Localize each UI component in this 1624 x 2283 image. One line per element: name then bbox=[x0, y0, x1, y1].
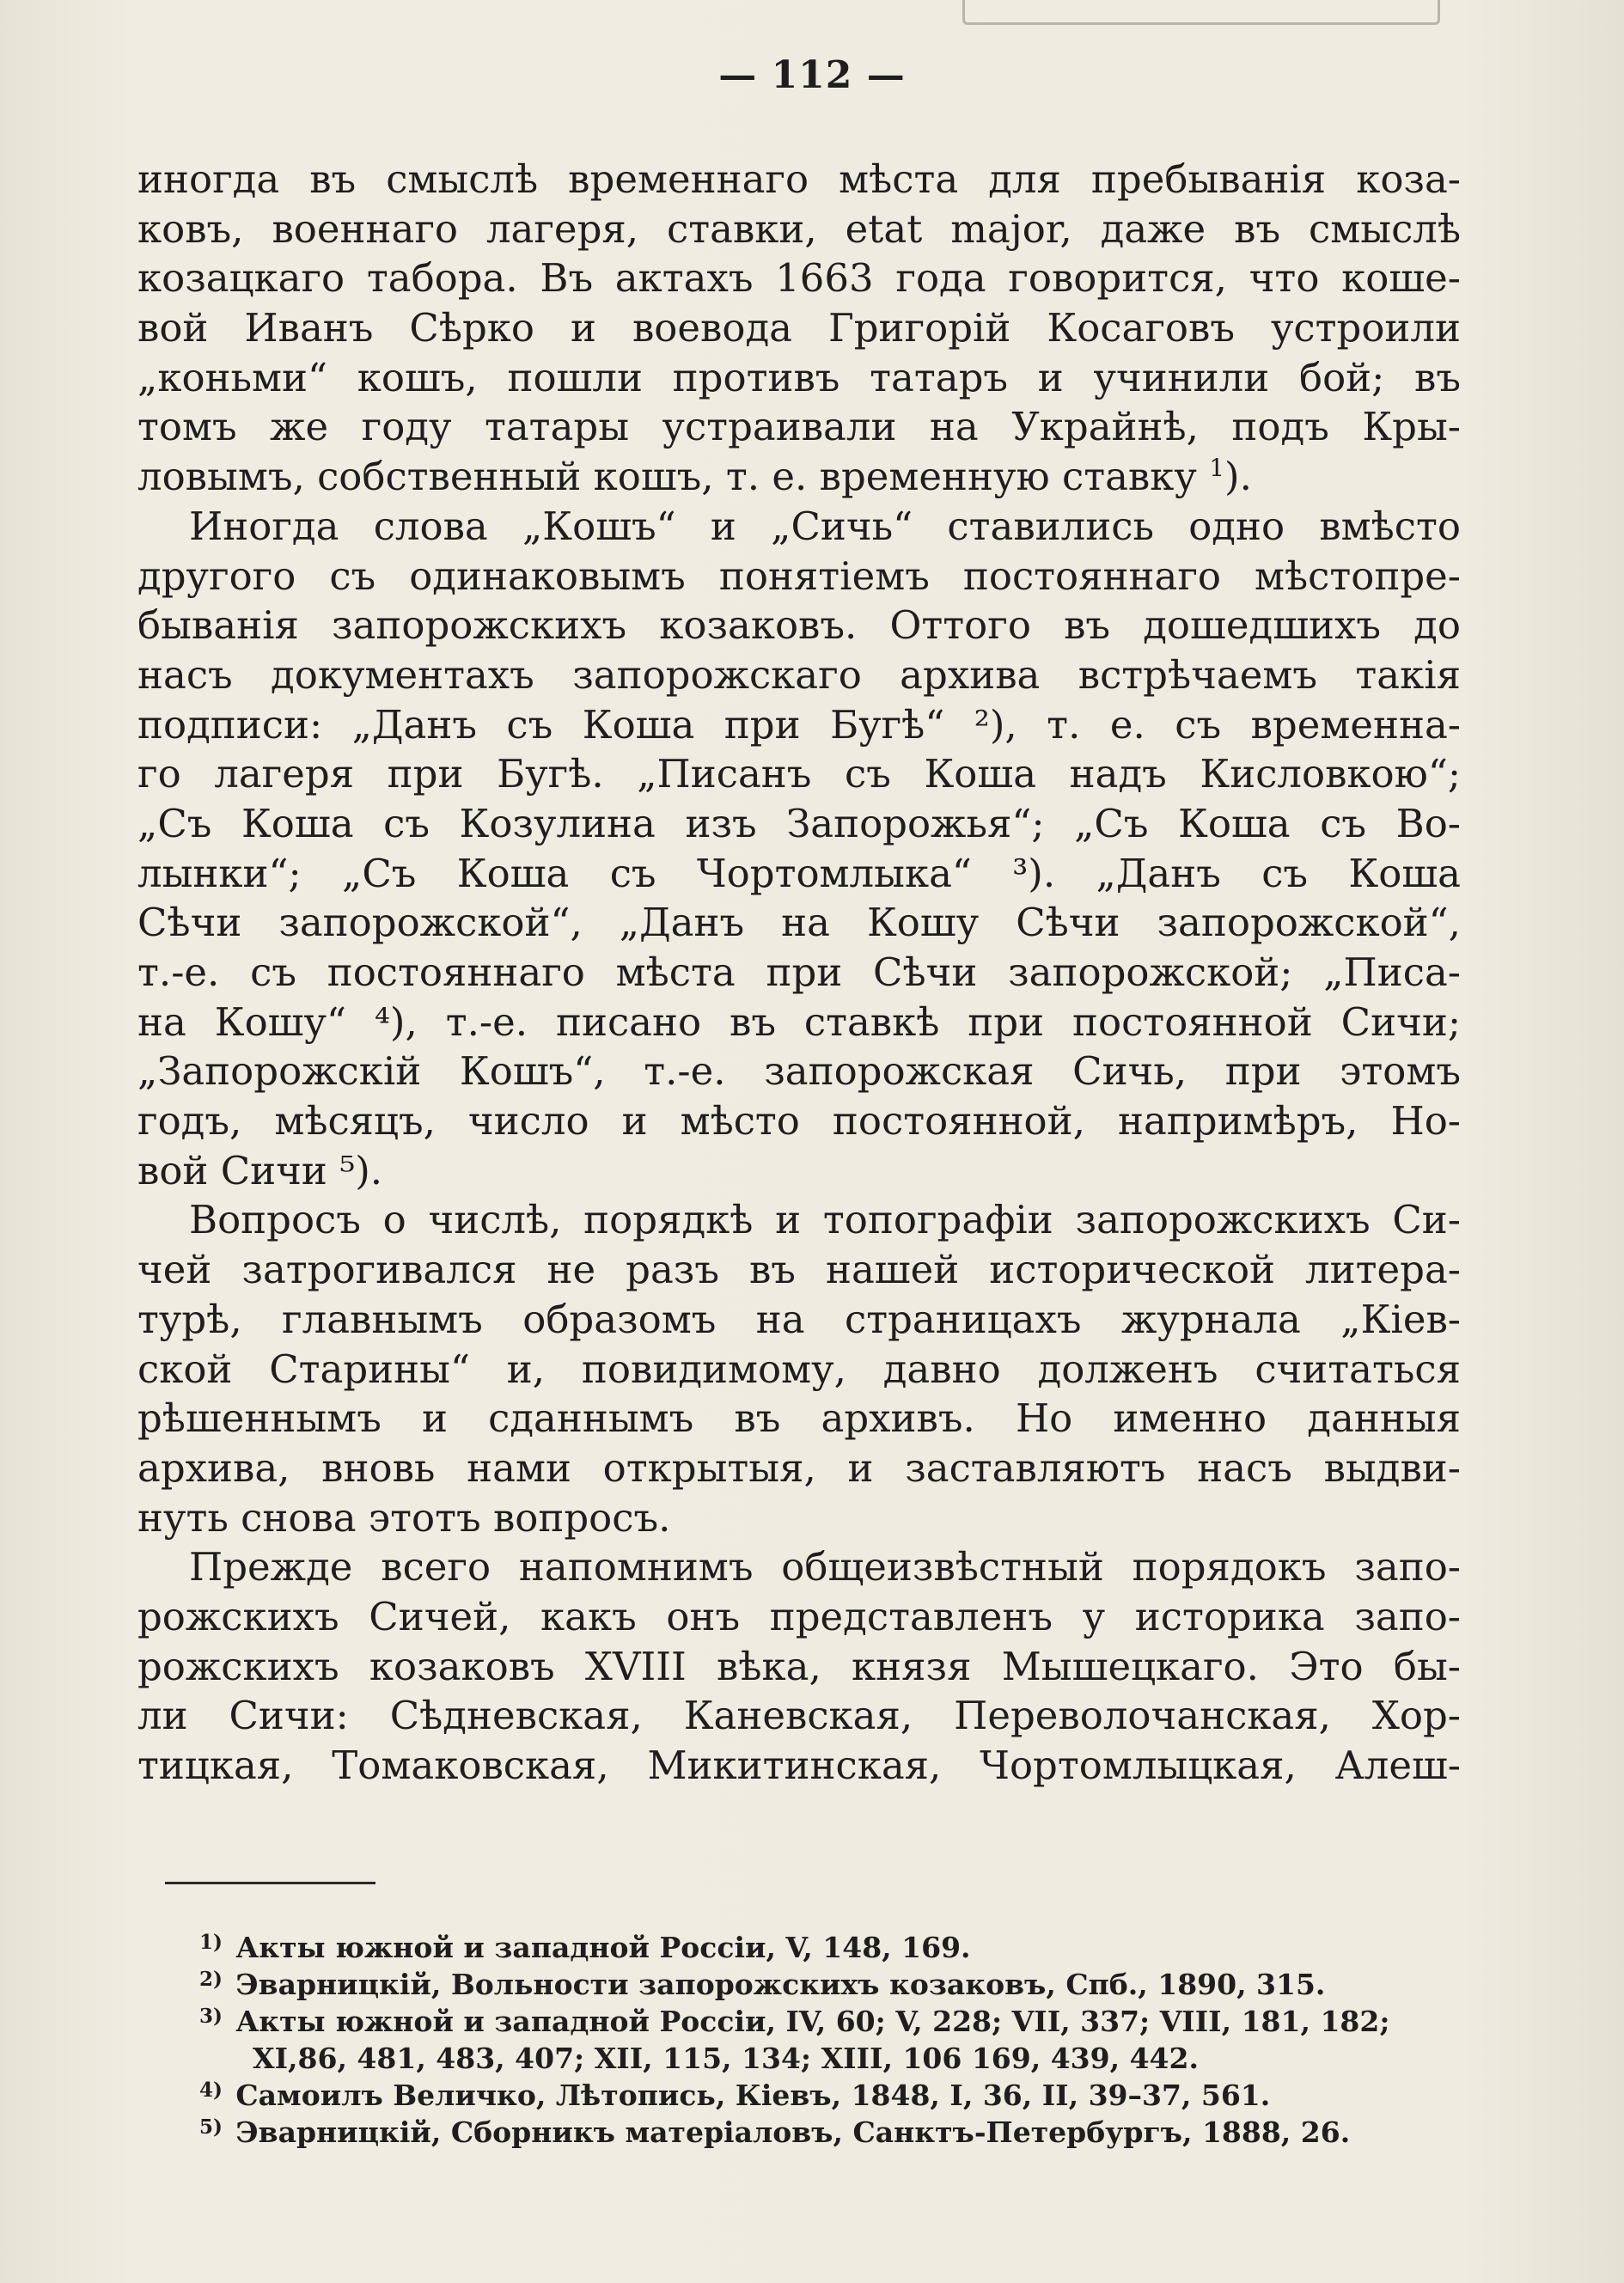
text-line: Иногда слова „Кошъ“ и „Сичь“ ставились одно вмѣсто bbox=[189, 503, 1461, 549]
footnote bbox=[199, 1929, 1471, 1966]
footnote-number: 4) bbox=[199, 2079, 223, 2102]
footnote-text: Акты южной и западной Россіи, V, 148, 169. bbox=[235, 1931, 971, 1964]
text-line-last bbox=[137, 452, 1461, 502]
footnote-text: Эварницкій, Вольности запорожскихъ козаковъ, Спб., 1890, 315. bbox=[235, 1968, 1326, 2001]
text-line: ловымъ, собственный кошъ, т. е. временную ставку bbox=[137, 454, 1197, 500]
footnote-divider bbox=[165, 1882, 375, 1884]
text-line: другого съ одинаковымъ понятіемъ постояннаго мѣстопре- bbox=[137, 552, 1461, 599]
footnote-ref: 1 bbox=[1209, 454, 1225, 483]
footnote-text: Самоилъ Величко, Лѣтопись, Кіевъ, 1848, I, 36, II, 39–37, 561. bbox=[235, 2079, 1271, 2112]
text-line: томъ же году татары устраивали на Украйнѣ, подъ Кры- bbox=[137, 404, 1461, 450]
text-line: годъ, мѣсяцъ, число и мѣсто постоянной, напримѣръ, Но- bbox=[137, 1098, 1461, 1145]
footnote-number: 2) bbox=[199, 1968, 223, 1991]
footnote-number: 3) bbox=[199, 2005, 223, 2028]
footnote-continuation: XI,86, 481, 483, 407; XII, 115, 134; XIII, 106 169, 439, 442. bbox=[253, 2042, 1199, 2075]
text-line: „коньми“ кошъ, пошли противъ татаръ и учинили бой; въ bbox=[137, 354, 1461, 400]
footnote bbox=[199, 2114, 1471, 2151]
footnote-number: 5) bbox=[199, 2115, 223, 2139]
text-line: козацкаго табора. Въ актахъ 1663 года говорится, что коше- bbox=[137, 255, 1461, 302]
text-line: насъ документахъ запорожскаго архива встрѣчаемъ такія bbox=[137, 651, 1461, 698]
text-line: чей затрогивался не разъ въ нашей исторической литера- bbox=[137, 1247, 1461, 1293]
page-number: — 112 — bbox=[718, 53, 906, 97]
footnote bbox=[199, 2003, 1471, 2040]
text-line: подписи: „Данъ съ Коша при Бугѣ“ ²), т. е. съ временна- bbox=[137, 701, 1461, 748]
text-line: архива, вновь нами открытыя, и заставляютъ насъ выдви- bbox=[137, 1444, 1461, 1491]
text-line: быванія запорожскихъ козаковъ. Оттого въ дошедшихъ до bbox=[137, 602, 1461, 649]
text-line: Вопросъ о числѣ, порядкѣ и топографіи запорожскихъ Си- bbox=[189, 1197, 1461, 1243]
text-line: рожскихъ Сичей, какъ онъ представленъ у историка запо- bbox=[137, 1593, 1461, 1639]
text-line: на Кошу“ ⁴), т.-е. писано въ ставкѣ при постоянной Сичи; bbox=[137, 998, 1461, 1045]
text-line: ской Старины“ и, повидимому, давно долженъ считаться bbox=[137, 1346, 1461, 1392]
footnote-text: Акты южной и западной Россіи, IV, 60; V, 228; VII, 337; VIII, 181, 182; bbox=[235, 2005, 1390, 2038]
footnote bbox=[199, 1966, 1471, 2003]
text-line: Сѣчи запорожской“, „Данъ на Кошу Сѣчи запорожской“, bbox=[137, 900, 1461, 946]
text-line: лынки“; „Съ Коша съ Чортомлыка“ ³). „Данъ съ Коша bbox=[137, 850, 1461, 896]
text-line: Прежде всего напомнимъ общеизвѣстный порядокъ запо- bbox=[189, 1544, 1461, 1590]
body-text bbox=[137, 155, 1461, 1791]
text-line: ли Сичи: Сѣдневская, Каневская, Переволочанская, Хор- bbox=[137, 1693, 1461, 1739]
text-line: го лагеря при Бугѣ. „Писанъ съ Коша надъ Кисловкою“; bbox=[137, 751, 1461, 797]
footnote bbox=[199, 2077, 1471, 2114]
text-line: вой Иванъ Сѣрко и воевода Григорій Косаговъ устроили bbox=[137, 305, 1461, 351]
text-line: нуть снова этотъ вопросъ. bbox=[137, 1494, 671, 1541]
text-line: вой Сичи ⁵). bbox=[137, 1147, 383, 1193]
text-line: ковъ, военнаго лагеря, ставки, etat major, даже въ смыслѣ bbox=[137, 205, 1461, 252]
footnote-number: 1) bbox=[199, 1931, 223, 1954]
footnotes bbox=[199, 1929, 1471, 2151]
text-line: рожскихъ козаковъ XVIII вѣка, князя Мышецкаго. Это бы- bbox=[137, 1643, 1461, 1689]
text-line: рѣшеннымъ и сданнымъ въ архивъ. Но именно данныя bbox=[137, 1395, 1461, 1442]
text-line: „Запорожскій Кошъ“, т.-е. запорожская Сичь, при этомъ bbox=[137, 1048, 1461, 1095]
footnote-text: Эварницкій, Сборникъ матеріаловъ, Санктъ-Петербургъ, 1888, 26. bbox=[235, 2115, 1351, 2149]
page-edge-mark bbox=[962, 0, 1440, 25]
text-line: иногда въ смыслѣ временнаго мѣста для пребыванія коза- bbox=[137, 156, 1461, 202]
text-line: т.-е. съ постояннаго мѣста при Сѣчи запорожской; „Писа- bbox=[137, 949, 1461, 995]
text-line: „Съ Коша съ Козулина изъ Запорожья“; „Съ Коша съ Во- bbox=[137, 800, 1461, 846]
text-line: турѣ, главнымъ образомъ на страницахъ журнала „Кіев- bbox=[137, 1296, 1461, 1342]
text-line-tail: ). bbox=[1224, 454, 1252, 500]
text-line: тицкая, Томаковская, Микитинская, Чортомлыцкая, Алеш- bbox=[137, 1743, 1461, 1788]
